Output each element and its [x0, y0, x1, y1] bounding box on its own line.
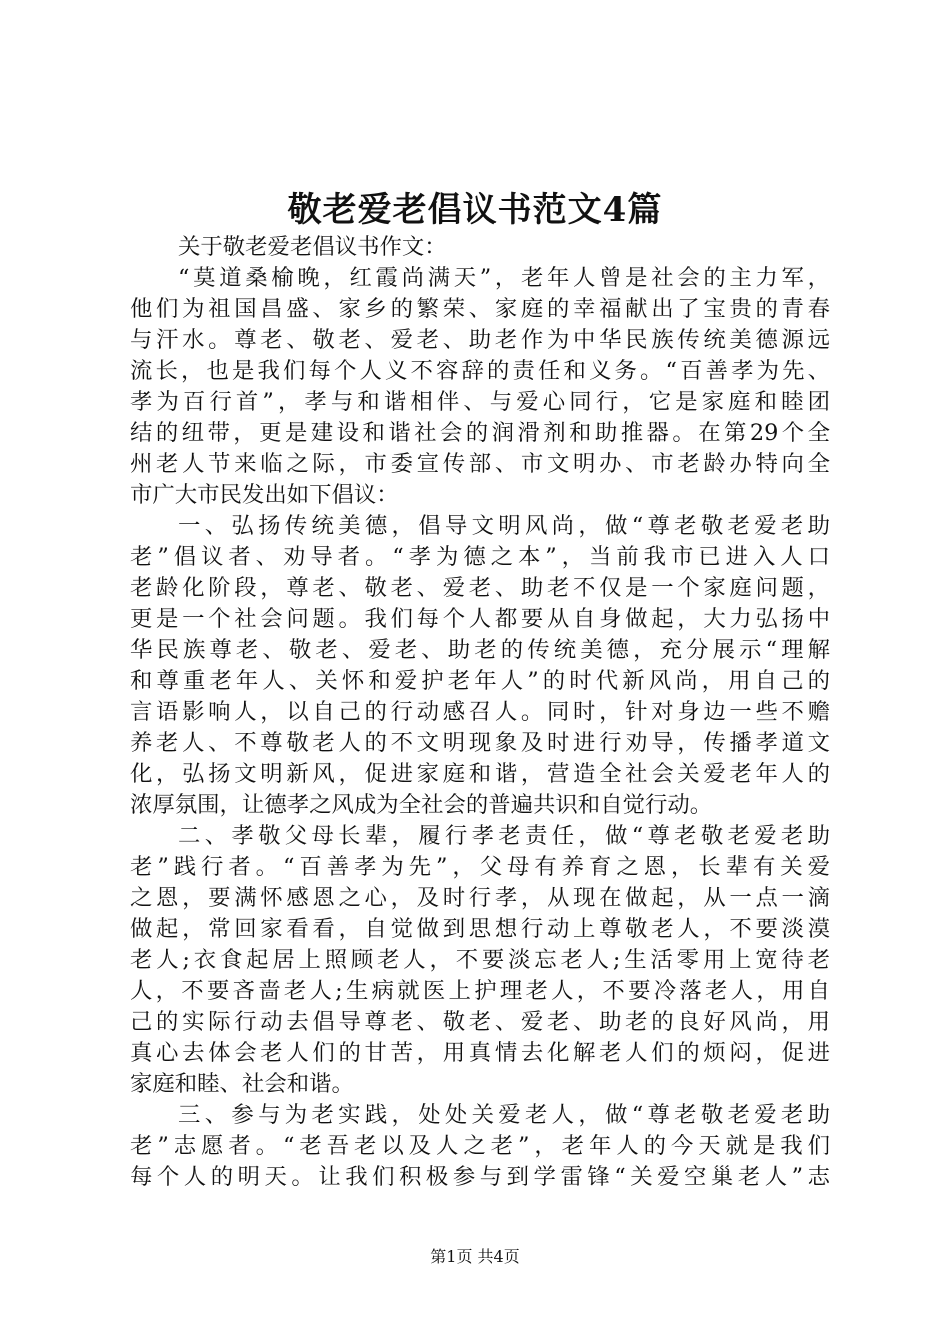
text-line: 市广大市民发出如下倡议：: [130, 482, 399, 508]
text-line: 真心去体会老人们的甘苦，用真情去化解老人们的烦闷，促进: [130, 1040, 830, 1066]
text-line: 言语影响人，以自己的行动感召人。同时，针对身边一些不赡: [130, 699, 830, 725]
text-line: 浓厚氛围，让德孝之风成为全社会的普遍共识和自觉行动。: [130, 792, 713, 818]
document-body: [130, 232, 830, 1193]
text-line: 一、弘扬传统美德，倡导文明风尚，做“尊老敬老爱老助: [178, 513, 830, 539]
text-line: 结的纽带，更是建设和谐社会的润滑剂和助推器。在第29个全: [130, 420, 830, 446]
text-line: 人，不要吝啬老人;生病就医上护理老人，不要冷落老人，用自: [130, 978, 830, 1004]
text-line: 老龄化阶段，尊老、敬老、爱老、助老不仅是一个家庭问题，: [130, 575, 830, 601]
text-line: 三、参与为老实践，处处关爱老人，做“尊老敬老爱老助: [178, 1102, 830, 1128]
text-line: 与汗水。尊老、敬老、爱老、助老作为中华民族传统美德源远: [130, 327, 830, 353]
text-line: 老”践行者。“百善孝为先”，父母有养育之恩，长辈有关爱: [130, 854, 830, 880]
text-line: 化，弘扬文明新风，促进家庭和谐，营造全社会关爱老年人的: [130, 761, 830, 787]
text-line: 每个人的明天。让我们积极参与到学雷锋“关爱空巢老人”志: [130, 1164, 830, 1190]
document-title: 敬老爱老倡议书范文4篇: [287, 190, 663, 230]
text-line: 和尊重老年人、关怀和爱护老年人”的时代新风尚，用自己的: [130, 668, 830, 694]
text-line: 老”志愿者。“老吾老以及人之老”，老年人的今天就是我们: [130, 1133, 830, 1159]
text-line: 华民族尊老、敬老、爱老、助老的传统美德，充分展示“理解: [130, 637, 830, 663]
text-line: 之恩，要满怀感恩之心，及时行孝，从现在做起，从一点一滴: [130, 885, 830, 911]
text-line: “莫道桑榆晚，红霞尚满天”，老年人曾是社会的主力军，: [178, 265, 830, 291]
text-line: 孝为百行首”，孝与和谐相伴、与爱心同行，它是家庭和睦团: [130, 389, 830, 415]
page-footer: 第1页 共4页: [430, 1247, 520, 1266]
text-line: 他们为祖国昌盛、家乡的繁荣、家庭的幸福献出了宝贵的青春: [130, 296, 830, 322]
text-line: 二、孝敬父母长辈，履行孝老责任，做“尊老敬老爱老助: [178, 823, 830, 849]
text-line: 家庭和睦、社会和谐。: [130, 1071, 354, 1097]
text-line: 流长，也是我们每个人义不容辞的责任和义务。“百善孝为先、: [130, 358, 830, 384]
text-line: 做起，常回家看看，自觉做到思想行动上尊敬老人，不要淡漠: [130, 916, 830, 942]
text-line: 更是一个社会问题。我们每个人都要从自身做起，大力弘扬中: [130, 606, 830, 632]
text-line: 老人;衣食起居上照顾老人，不要淡忘老人;生活零用上宽待老: [130, 947, 830, 973]
text-line: 老”倡议者、劝导者。“孝为德之本”，当前我市已进入人口: [130, 544, 830, 570]
text-line: 己的实际行动去倡导尊老、敬老、爱老、助老的良好风尚，用: [130, 1009, 830, 1035]
text-line: 养老人、不尊敬老人的不文明现象及时进行劝导，传播孝道文: [130, 730, 830, 756]
text-line: 州老人节来临之际，市委宣传部、市文明办、市老龄办特向全: [130, 451, 830, 477]
text-line: 关于敬老爱老倡议书作文：: [178, 234, 447, 260]
